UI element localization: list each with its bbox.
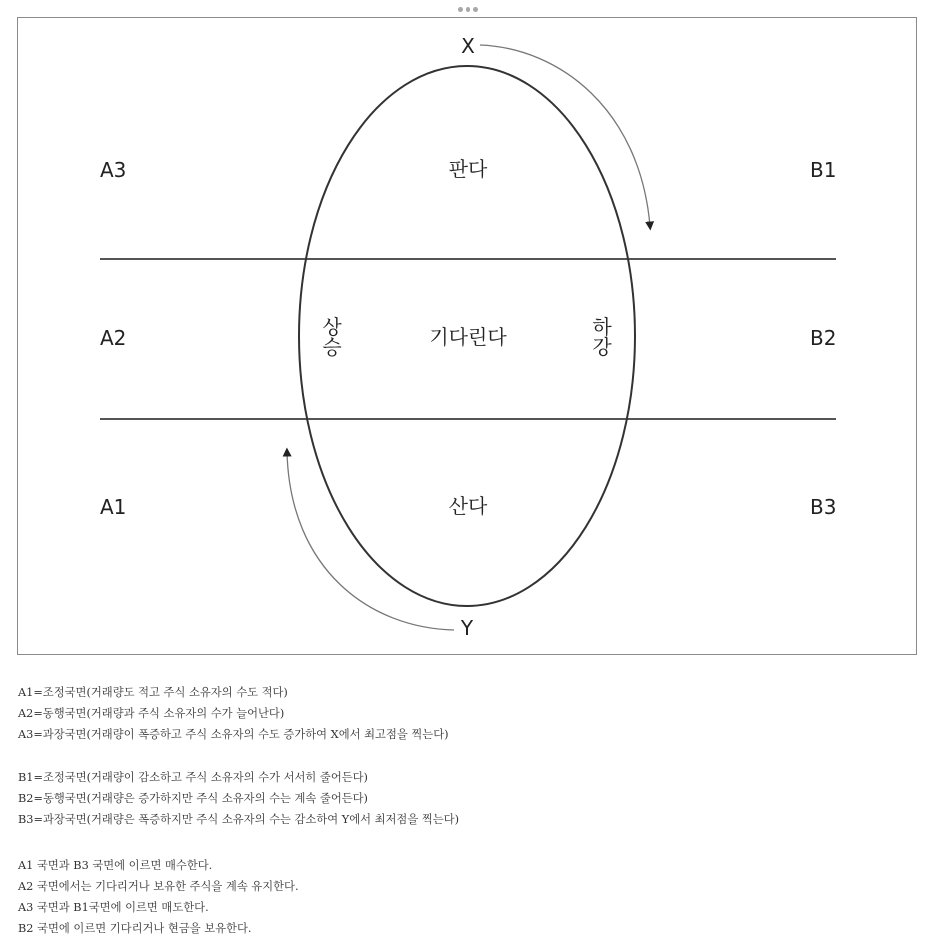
rising-arrow: [287, 452, 454, 630]
peak-point-label: X: [461, 34, 475, 58]
falling-label-char: 하: [592, 315, 612, 339]
legend-line: B3=과장국면(거래량은 폭증하지만 주식 소유자의 수는 감소하여 Y에서 최저점을 찍는다): [18, 813, 459, 826]
legend-b-phases: [18, 767, 459, 830]
rule-line: A2 국면에서는 기다리거나 보유한 주식을 계속 유지한다.: [18, 880, 299, 893]
zone-label-b2: B2: [810, 326, 837, 350]
rule-line: B2 국면에 이르면 기다리거나 현금을 보유한다.: [18, 922, 252, 935]
sell-action-label: 판다: [448, 157, 488, 181]
legend-line: A2=동행국면(거래량과 주식 소유자의 수가 늘어난다): [18, 707, 285, 720]
zone-label-b3: B3: [810, 495, 837, 519]
zone-label-b1: B1: [810, 158, 837, 182]
legend-line: A1=조정국면(거래량도 적고 주식 소유자의 수도 적다): [18, 686, 288, 699]
falling-label: [590, 317, 614, 357]
rising-label-char: 승: [322, 335, 342, 359]
rule-line: A3 국면과 B1국면에 이르면 매도한다.: [18, 901, 209, 914]
legend-line: B2=동행국면(거래량은 증가하지만 주식 소유자의 수는 계속 줄어든다): [18, 792, 368, 805]
zone-label-a1: A1: [100, 495, 127, 519]
legend-line: B1=조정국면(거래량이 감소하고 주식 소유자의 수가 서서히 줄어든다): [18, 771, 368, 784]
legend-line: A3=과장국면(거래량이 폭증하고 주식 소유자의 수도 증가하여 X에서 최고점을 찍는다): [18, 728, 449, 741]
wait-action-label: 기다린다: [429, 325, 507, 349]
trough-point-label: Y: [460, 616, 474, 640]
rule-line: A1 국면과 B3 국면에 이르면 매수한다.: [18, 859, 213, 872]
rising-label-char: 상: [322, 315, 342, 339]
zone-label-a3: A3: [100, 158, 127, 182]
buy-action-label: 산다: [448, 494, 488, 518]
rising-label: [320, 317, 344, 357]
legend-a-phases: [18, 682, 449, 745]
falling-label-char: 강: [592, 335, 612, 359]
zone-label-a2: A2: [100, 326, 127, 350]
legend-rules: [18, 855, 299, 939]
